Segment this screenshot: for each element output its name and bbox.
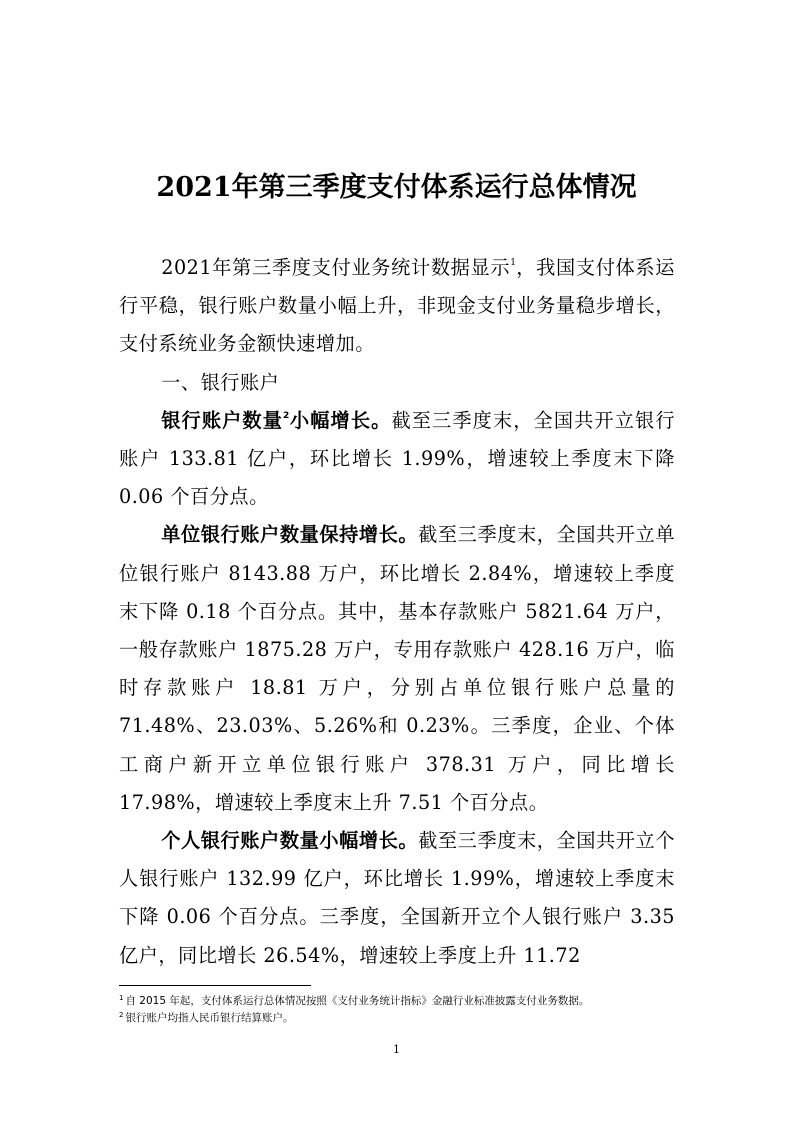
footnote-ref-2[interactable]: 2 [283, 410, 290, 421]
footnotes [119, 993, 679, 1027]
page-number: 1 [393, 1043, 400, 1056]
section-heading: 一、银行账户 [161, 370, 280, 394]
paragraph-personal-accounts: 个人银行账户数量小幅增长。截至三季度末，全国共开立个人银行账户 132.99 亿户，环比增长 1.99%，增速较上季度末下降 0.06 个百分点。三季度，全国新开立个人银行账户 3.35 亿户，同比增长 26.54%，增速较上季度上升 11.72 [119, 829, 676, 967]
intro-paragraph: 2021年第三季度支付业务统计数据显示$^1$，我国支付体系运行平稳，银行账户数量小幅上升，非现金支付业务量稳步增长，支付系统业务金额快速增加。 [119, 256, 675, 356]
document-title: 2021年第三季度支付体系运行总体情况 [156, 172, 637, 203]
paragraph-bank-accounts: 银行账户数量$^2$小幅增长。截至三季度末，全国共开立银行账户 133.81 亿户，环比增长 1.99%，增速较上季度末下降 0.06 个百分点。 [119, 408, 676, 509]
paragraph-unit-accounts: 单位银行账户数量保持增长。截至三季度末，全国共开立单位银行账户 8143.88 万户，环比增长 2.84%，增速较上季度末下降 0.18 个百分点。其中，基本存款账户 5821.64 万户，一般存款账户 1875.28 万户，专用存款账户 428.16 万户，临时存款账户 18.81 万户，分别占单位银行账户总量的 71.48%、23.03%、5.26%和 0.23%。三季度，企业、个体工商户新开立单位银行账户 378.31 万户，同比增长 17.98%，增速较上季度末上升 7.51 个百分点。 [119, 523, 676, 814]
footnote-ref-1[interactable]: 1 [510, 258, 517, 268]
document-body [119, 249, 675, 975]
footnote-2: $^2$ 银行账户均指人民币银行结算账户。 [119, 1011, 294, 1024]
footnote-1: $^1$ 自 2015 年起，支付体系运行总体情况按照《支付业务统计指标》金融行业标准披露支付业务数据。 [119, 994, 590, 1007]
footnote-separator [119, 985, 311, 986]
